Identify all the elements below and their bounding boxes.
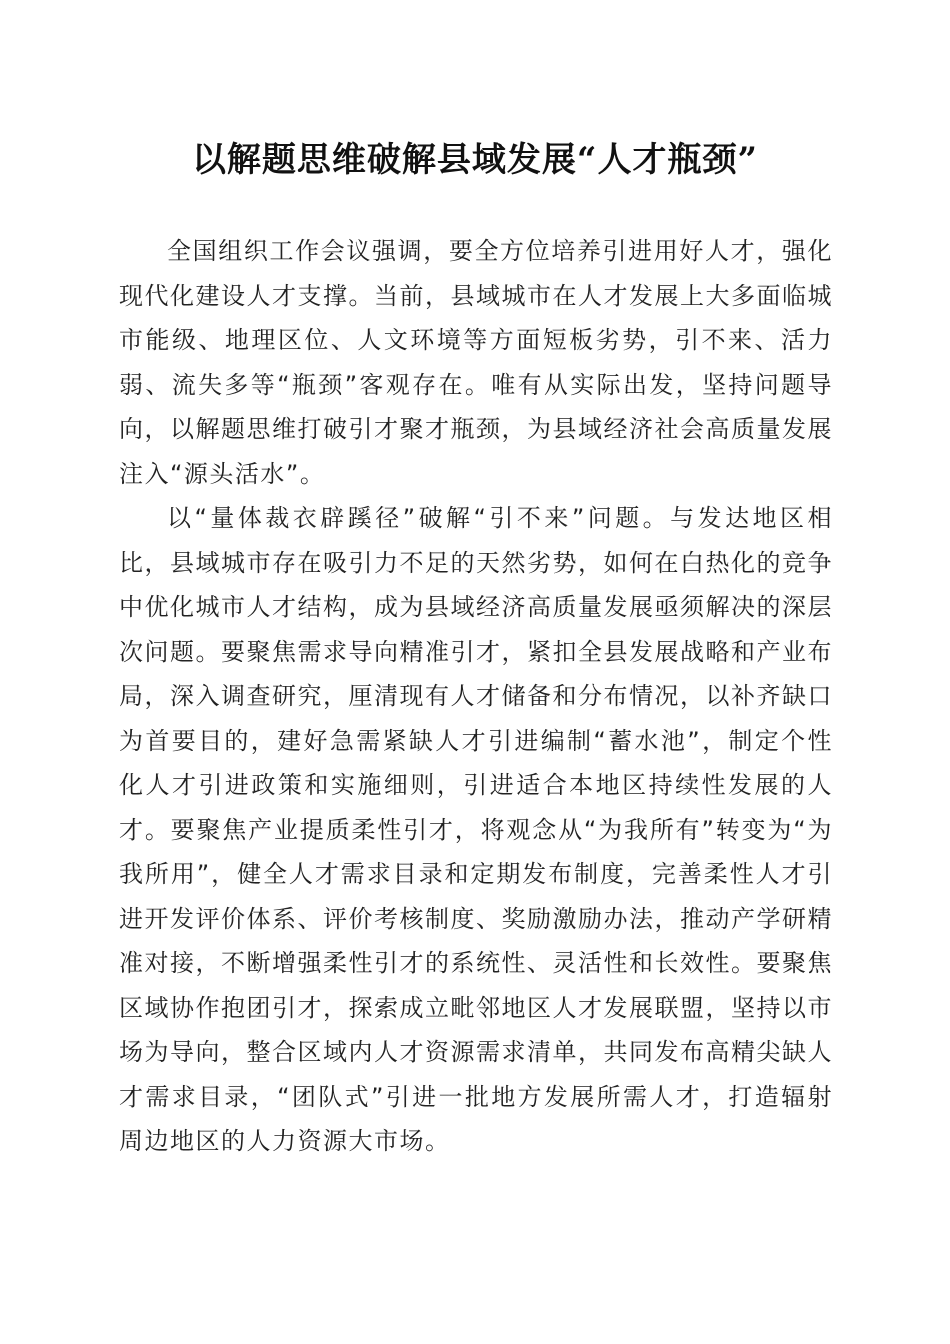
paragraph-1: 全国组织工作会议强调，要全方位培养引进用好人才，强化现代化建设人才支撑。当前，县域城市在人才发展上大多面临城市能级、地理区位、人文环境等方面短板劣势，引不来、活力弱、流失多等“瓶颈”客观存在。唯有从实际出发，坚持问题导向，以解题思维打破引才聚才瓶颈，为县域经济社会高质量发展注入“源头活水”。 <box>119 237 833 488</box>
document-body <box>119 229 833 1164</box>
paragraph-2: 以“量体裁衣辟蹊径”破解“引不来”问题。与发达地区相比，县域城市存在吸引力不足的天然劣势，如何在白热化的竞争中优化城市人才结构，成为县域经济高质量发展亟须解决的深层次问题。要聚焦需求导向精准引才，紧扣全县发展战略和产业布局，深入调查研究，厘清现有人才储备和分布情况，以补齐缺口为首要目的，建好急需紧缺人才引进编制“蓄水池”，制定个性化人才引进政策和实施细则，引进适合本地区持续性发展的人才。要聚焦产业提质柔性引才，将观念从“为我所有”转变为“为我所用”，健全人才需求目录和定期发布制度，完善柔性人才引进开发评价体系、评价考核制度、奖励激励办法，推动产学研精准对接，不断增强柔性引才的系统性、灵活性和长效性。要聚焦区域协作抱团引才，探索成立毗邻地区人才发展联盟，坚持以市场为导向，整合区域内人才资源需求清单，共同发布高精尖缺人才需求目录，“团队式”引进一批地方发展所需人才，打造辐射周边地区的人力资源大市场。 <box>119 504 833 1155</box>
document-title: 以解题思维破解县域发展“人才瓶颈” <box>191 140 759 180</box>
